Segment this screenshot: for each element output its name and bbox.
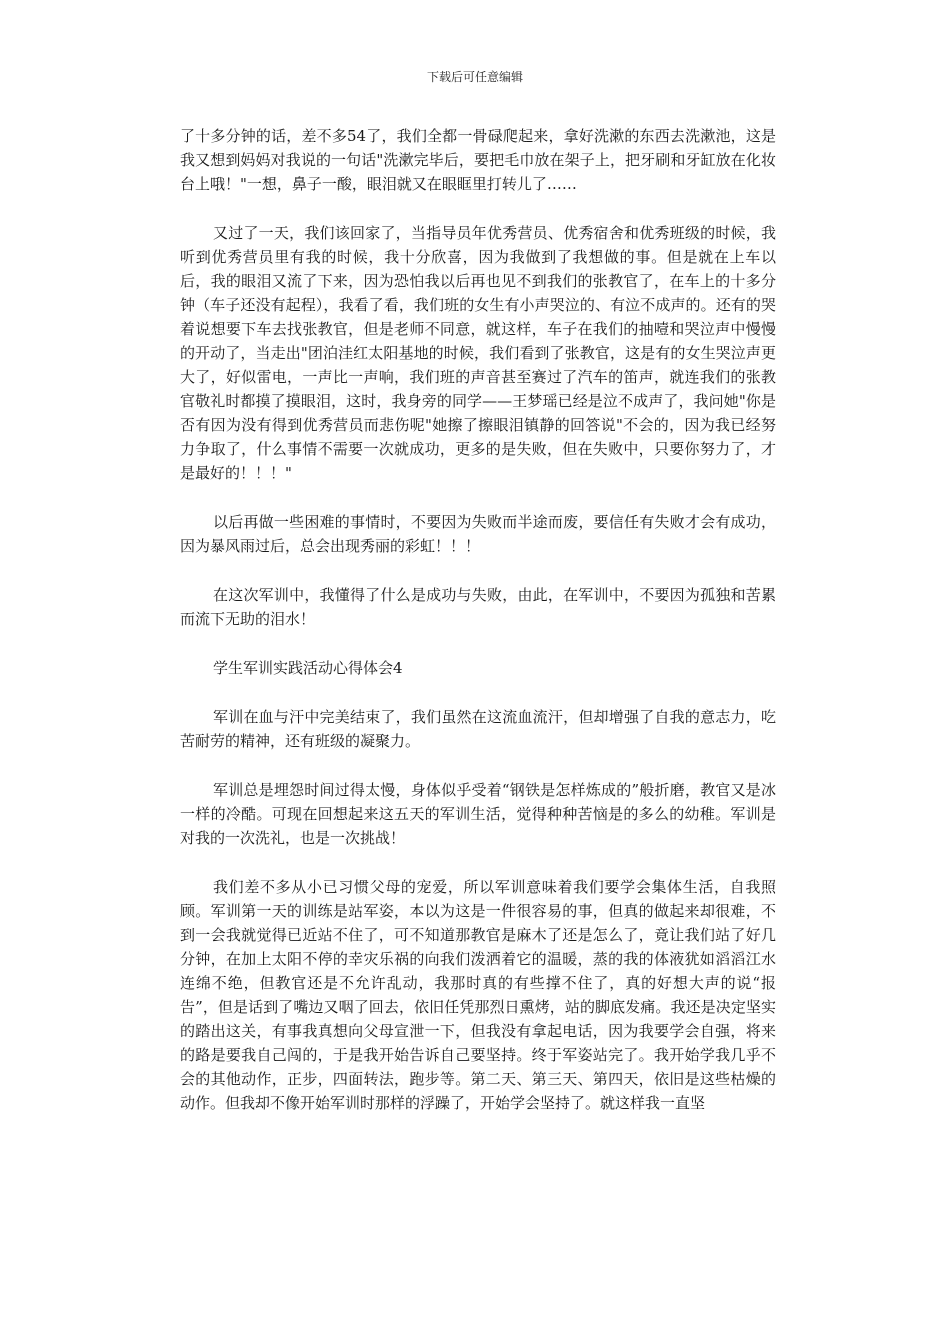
- document-body: [180, 124, 776, 1140]
- paragraph-3: 以后再做一些困难的事情时，不要因为失败而半途而废，要信任有失败才会有成功，因为暴风雨过后，总会出现秀丽的彩虹！！！: [180, 513, 776, 555]
- paragraph-7: 我们差不多从小已习惯父母的宠爱，所以军训意味着我们要学会集体生活，自我照顾。军训第一天的训练是站军姿，本以为这是一件很容易的事，但真的做起来却很难，不到一会我就觉得已近站不住了，可不知道那教官是麻木了还是怎么了，竟让我们站了好几分钟，在加上太阳不停的幸灾乐祸的向我们泼洒着它的温暖，蒸的我的体液犹如滔滔江水连绵不绝，但教官还是不允许乱动，我那时真的有些撑不住了，真的好想大声的说“报告”，但是话到了嘴边又咽了回去，依旧任凭那烈日熏烤，站的脚底发痛。我还是决定坚实的踏出这关，有事我真想向父母宣泄一下，但我没有拿起电话，因为我要学会自强，将来的路是要我自己闯的，于是我开始告诉自己要坚持。终于军姿站完了。我开始学我几乎不会的其他动作，正步，四面转法，跑步等。第二天、第三天、第四天，依旧是这些枯燥的动作。但我却不像开始军训时那样的浮躁了，开始学会坚持了。就这样我一直坚: [180, 878, 776, 1112]
- paragraph-4: 在这次军训中，我懂得了什么是成功与失败，由此，在军训中，不要因为孤独和苦累而流下无助的泪水！: [180, 586, 776, 628]
- paragraph-5: 军训在血与汗中完美结束了，我们虽然在这流血流汗，但却增强了自我的意志力，吃苦耐劳的精神，还有班级的凝聚力。: [180, 708, 776, 750]
- paragraph-6: 军训总是埋怨时间过得太慢，身体似乎受着“钢铁是怎样炼成的”般折磨，教官又是冰一样的冷酷。可现在回想起来这五天的军训生活，觉得种种苦恼是的多么的幼稚。军训是对我的一次洗礼，也是一次挑战！: [180, 781, 776, 847]
- paragraph-1: 了十多分钟的话，差不多54了，我们全都一骨碌爬起来，拿好洗漱的东西去洗漱池，这是我又想到妈妈对我说的一句话"洗漱完毕后，要把毛巾放在架子上，把牙刷和牙缸放在化妆台上哦！"一想，鼻子一酸，眼泪就又在眼眶里打转儿了……: [180, 127, 776, 193]
- paragraph-2: 又过了一天，我们该回家了，当指导员年优秀营员、优秀宿舍和优秀班级的时候，我听到优秀营员里有我的时候，我十分欣喜，因为我做到了我想做的事。但是就在上车以后，我的眼泪又流了下来，因为恐怕我以后再也见不到我们的张教官了，在车上的十多分钟（车子还没有起程），我看了看，我们班的女生有小声哭泣的、有泣不成声的。还有的哭着说想要下车去找张教官，但是老师不同意，就这样，车子在我们的抽噎和哭泣声中慢慢的开动了，当走出"团泊洼红太阳基地的时候，我们看到了张教官，这是有的女生哭泣声更大了，好似雷电，一声比一声响，我们班的声音甚至赛过了汽车的笛声，就连我们的张教官敬礼时都摸了摸眼泪，这时，我身旁的同学——王梦瑶已经是泣不成声了，我问她"你是否有因为没有得到优秀营员而悲伤呢"她擦了擦眼泪镇静的回答说"不会的，因为我已经努力争取了，什么事情不需要一次就成功，更多的是失败，但在失败中，只要你努力了，才是最好的！！！": [180, 224, 776, 482]
- section-heading: 学生军训实践活动心得体会4: [213, 659, 403, 677]
- page-header: 下载后可任意编辑: [426, 70, 523, 84]
